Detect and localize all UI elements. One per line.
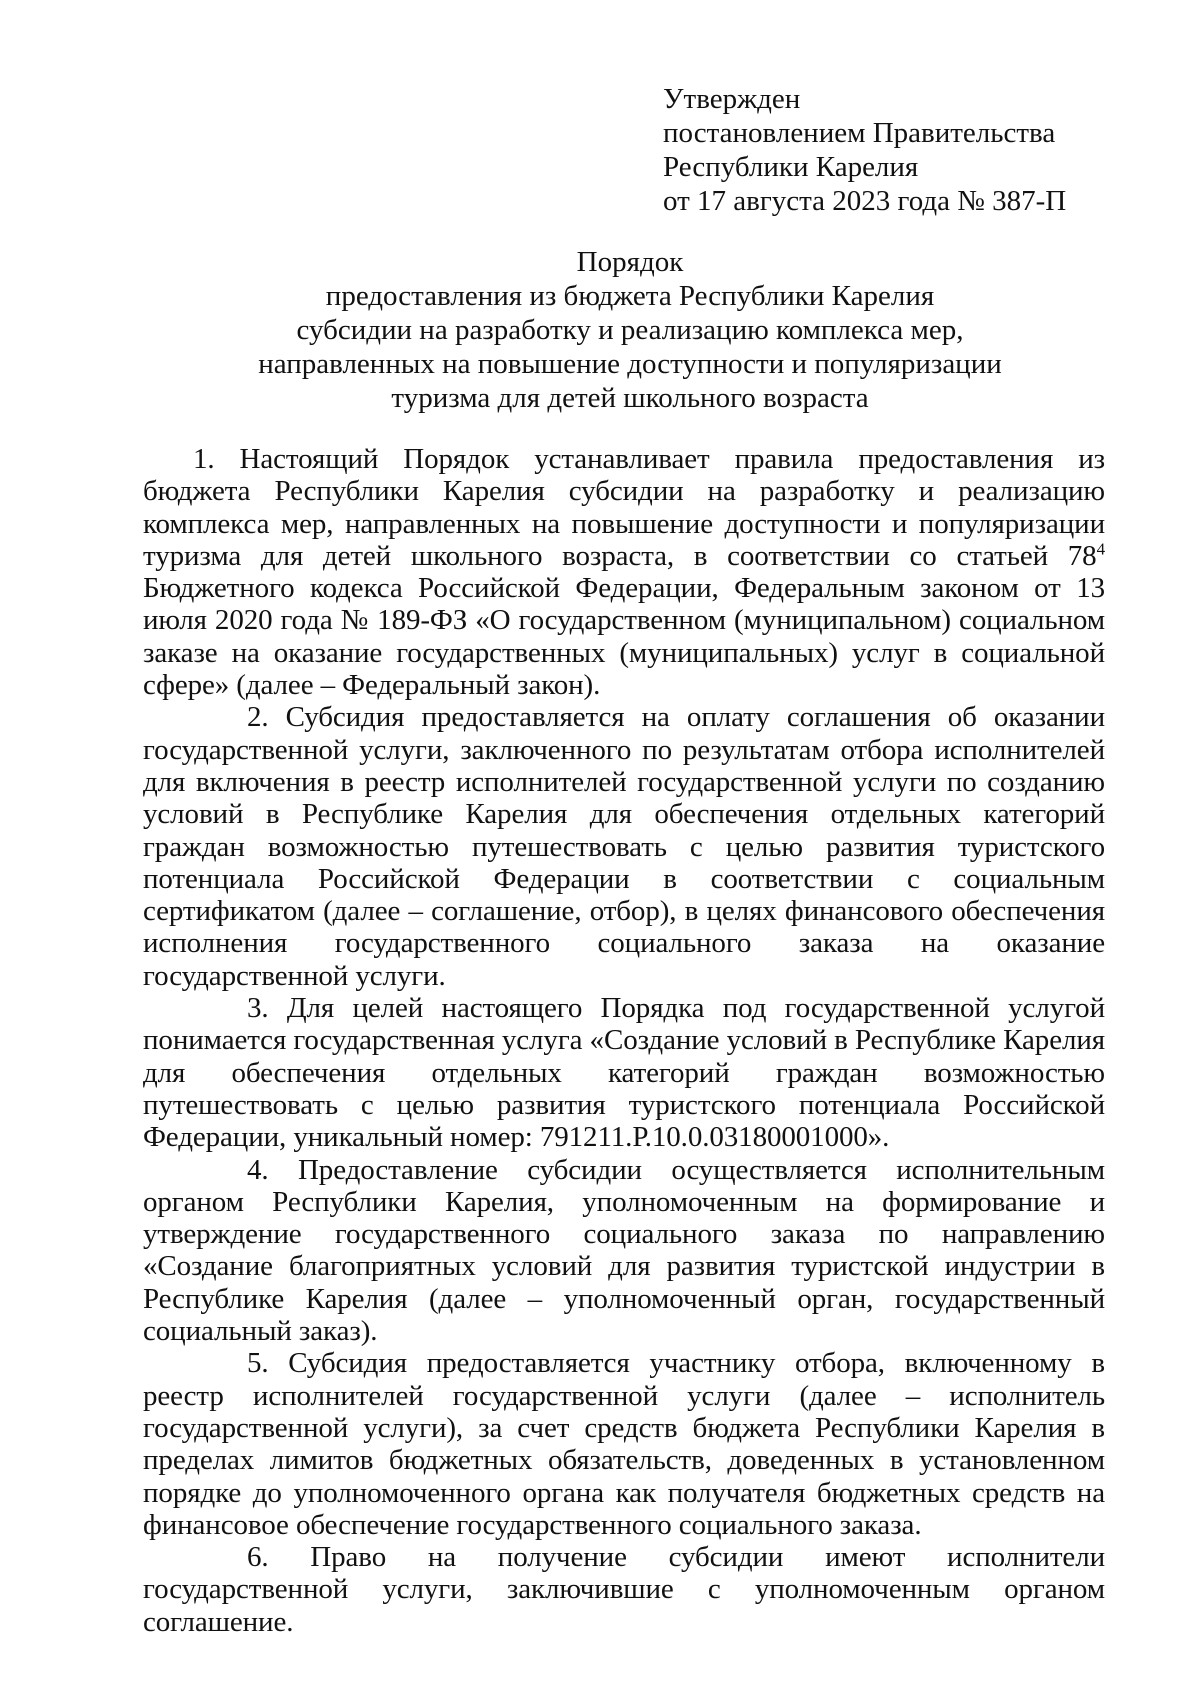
paragraph-4: 4. Предоставление субсидии осуществляется исполнительным органом Республики Карелия, уполномоченным на формирование и утверждение государственного социального заказа по направлению «Создание благоприятных условий для развития туристской индустрии в Республике Карелия (далее – уполномоченный орган, государственный социальный заказ). (143, 1153, 1105, 1348)
document-body (143, 443, 1105, 1638)
approval-line-1: Утвержден (663, 83, 801, 115)
approval-line-2: постановлением Правительства (663, 117, 1056, 149)
paragraph-2: 2. Субсидия предоставляется на оплату соглашения об оказании государственной услуги, заключенного по результатам отбора исполнителей для включения в реестр исполнителей государственной услуги по созданию условий в Республике Карелия для обеспечения отдельных категорий граждан возможностью путешествовать с целью развития туристского потенциала Российской Федерации в соответствии с социальным сертификатом (далее – соглашение, отбор), в целях финансового обеспечения исполнения государственного социального заказа на оказание государственной услуги. (143, 701, 1105, 992)
title-line-3: субсидии на разработку и реализацию комплекса мер, (296, 314, 964, 346)
paragraph-1 (143, 443, 1105, 701)
title-line-5: туризма для детей школьного возраста (391, 382, 869, 414)
paragraph-3: 3. Для целей настоящего Порядка под государственной услугой понимается государственная услуга «Создание условий в Республике Карелия для обеспечения отдельных категорий граждан возможностью путешествовать с целью развития туристского потенциала Российской Федерации, уникальный номер: 791211.Р.10.0.03180001000». (143, 992, 1105, 1154)
approval-line-3: Республики Карелия (663, 151, 919, 183)
title-line-2: предоставления из бюджета Республики Карелия (325, 280, 935, 312)
paragraph-1-text-b: Бюджетного кодекса Российской Федерации, Федеральным законом от 13 июля 2020 года № 189-ФЗ «О государственном (муниципальном) социальном заказе на оказание государственных (муниципальных) услуг в социальной сфере» (далее – Федеральный закон). (143, 572, 1105, 702)
title-line-1: Порядок (576, 246, 684, 278)
approval-line-4: от 17 августа 2023 года № 387-П (663, 185, 1067, 217)
title-line-4: направленных на повышение доступности и популяризации (258, 348, 1002, 380)
paragraph-5: 5. Субсидия предоставляется участнику отбора, включенному в реестр исполнителей государственной услуги (далее – исполнитель государственной услуги), за счет средств бюджета Республики Карелия в пределах лимитов бюджетных обязательств, доведенных в установленном порядке до уполномоченного органа как получателя бюджетных средств на финансовое обеспечение государственного социального заказа. (143, 1347, 1105, 1541)
document-title (140, 245, 1120, 415)
article-superscript: 4 (1096, 539, 1105, 559)
approval-stamp (663, 82, 1066, 218)
paragraph-6: 6. Право на получение субсидии имеют исполнители государственной услуги, заключившие с уполномоченным органом соглашение. (143, 1541, 1105, 1638)
paragraph-1-text-a: 1. Настоящий Порядок устанавливает правила предоставления из бюджета Республики Карелия субсидии на разработку и реализацию комплекса мер, направленных на повышение доступности и популяризации туризма для детей школьного возраста, в соответствии со статьей 78 (143, 443, 1105, 572)
